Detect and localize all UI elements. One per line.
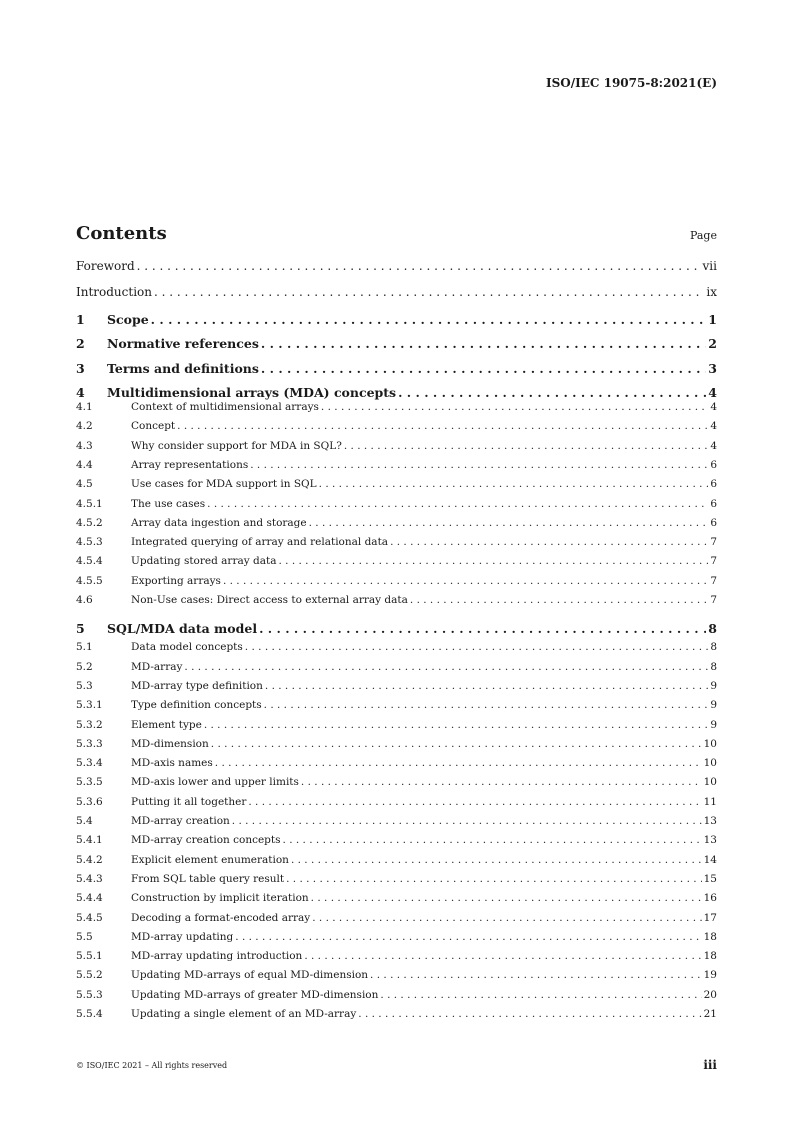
toc-entry-page: 17 [703,911,717,924]
dot-leader [250,459,708,471]
toc-entry-label: Context of multidimensional arrays [131,401,319,413]
toc-entry-page: 3 [708,361,717,376]
toc-entry-label: Type definition concepts [131,699,262,712]
toc-entry-label: Updating stored array data [131,555,277,568]
dot-leader [304,950,701,962]
toc-entry-page: 9 [710,699,717,712]
toc-entry-number: 4.2 [76,420,93,433]
dot-leader [410,594,708,606]
toc-entry[interactable] [76,420,717,432]
dot-leader [319,478,709,490]
toc-entry-label: MD-array type definition [131,679,263,692]
toc-entry[interactable] [76,498,717,510]
toc-entry-label: Normative references [107,336,259,351]
toc-entry-label: MD-array updating introduction [131,950,303,963]
toc-entry[interactable] [76,641,717,653]
dot-leader [265,680,708,692]
toc-entry-label: SQL/MDA data model [107,621,258,637]
toc-entry[interactable] [76,661,717,673]
toc-entry[interactable] [76,834,717,846]
toc-entry-number: 5.3.4 [76,757,103,770]
toc-entry-page: 15 [703,872,717,885]
toc-entry-number: 4.5.1 [76,497,103,510]
toc-entry-label: Updating MD-arrays of greater MD-dimension [131,988,379,1001]
toc-entry-number: 1 [76,312,85,327]
toc-entry-number: 4.6 [76,594,93,606]
dot-leader [286,873,702,885]
toc-entry-label: Element type [131,718,202,731]
toc-entry[interactable] [76,719,717,731]
toc-entry-number: 4.5 [76,478,93,491]
toc-entry-number: 2 [76,336,85,351]
toc-entry-label: Construction by implicit iteration [131,892,309,905]
page-column-label: Page [689,229,717,242]
dot-leader [137,259,701,273]
toc-entry[interactable] [76,796,717,808]
toc-entry-number: 5.4 [76,815,93,827]
page-title: Contents [76,223,167,244]
toc-entry-page: 2 [708,336,717,351]
toc-entry[interactable] [76,259,717,273]
toc-entry-label: From SQL table query result [131,872,285,885]
toc-entry[interactable] [76,385,717,400]
toc-entry-number: 5.5 [76,930,93,943]
dot-leader [321,401,708,413]
dot-leader [264,699,709,711]
toc-entry-number: 4 [76,385,85,400]
toc-entry-label: Why consider support for MDA in SQL? [131,439,342,452]
toc-entry[interactable] [76,699,717,711]
toc-entry-page: 9 [710,718,717,731]
toc-entry-number: 5.4.4 [76,892,103,905]
toc-entry[interactable] [76,776,717,788]
dot-leader [245,641,709,653]
toc-entry[interactable] [76,575,717,587]
toc-entry-page: 7 [710,555,717,568]
toc-entry-page: 4 [710,420,717,433]
toc-entry[interactable] [76,1008,717,1020]
dot-leader [311,892,702,904]
toc-entry-number: 4.5.2 [76,516,103,529]
dot-leader [309,517,709,529]
toc-entry-page: 4 [708,385,717,400]
page-number: iii [703,1058,717,1072]
toc-entry[interactable] [76,401,717,413]
toc-entry-label: MD-array creation [131,815,230,827]
dot-leader [177,420,708,432]
toc-entry-number: 5.3.1 [76,699,103,712]
dot-leader [261,336,706,351]
toc-entry[interactable] [76,912,717,924]
toc-entry[interactable] [76,738,717,750]
toc-entry-page: 14 [703,853,717,866]
toc-entry-page: 20 [703,988,717,1001]
toc-entry-label: Updating a single element of an MD-array [131,1008,357,1020]
toc-entry[interactable] [76,931,717,943]
toc-entry-page: 10 [703,757,717,770]
toc-entry-label: MD-array [131,660,183,673]
dot-leader [204,719,708,731]
dot-leader [235,931,701,943]
toc-entry-label: Concept [131,420,176,433]
toc-entry-label: Exporting arrays [131,574,221,587]
toc-entry-label: MD-axis names [131,757,213,770]
toc-entry-label: MD-array updating [131,930,234,943]
toc-entry-page: 4 [710,439,717,452]
toc-entry-label: MD-axis lower and upper limits [131,776,299,789]
toc-entry[interactable] [76,680,717,692]
dot-leader [232,815,702,827]
toc-entry[interactable] [76,459,717,471]
toc-entry-label: Terms and definitions [107,361,259,376]
toc-entry-number: 5.3 [76,679,93,692]
dot-leader [151,312,707,327]
dot-leader [207,498,708,510]
toc-entry-page: ix [706,285,717,299]
toc-entry-label: Decoding a format-encoded array [131,911,311,924]
toc-entry-page: 18 [703,930,717,943]
toc-entry-number: 5.5.2 [76,969,103,982]
toc-entry-page: 13 [703,815,717,827]
toc-entry[interactable] [76,892,717,904]
toc-entry-number: 5.4.3 [76,872,103,885]
dot-leader [215,757,702,769]
toc-entry-number: 5.3.2 [76,718,103,731]
toc-entry-page: 8 [710,641,717,654]
toc-entry-page: 6 [710,516,717,529]
dot-leader [398,385,706,400]
toc-entry[interactable] [76,336,717,351]
dot-leader [301,776,702,788]
dot-leader [261,361,706,376]
toc-entry-number: 5.5.1 [76,950,103,963]
toc-entry-page: 1 [708,312,717,327]
toc-entry-page: 13 [703,834,717,847]
dot-leader [223,575,708,587]
toc-entry-page: 18 [703,950,717,963]
toc-entry-label: Updating MD-arrays of equal MD-dimension [131,969,369,982]
toc-entry-page: 6 [710,478,717,491]
toc-entry-page: 7 [710,594,717,606]
toc-entry[interactable] [76,873,717,885]
document-id: ISO/IEC 19075-8:2021(E) [545,76,717,90]
toc-entry-number: 5.4.5 [76,911,103,924]
toc-entry-number: 5.5.3 [76,988,103,1001]
dot-leader [259,621,706,636]
toc-entry[interactable] [76,555,717,567]
toc-entry-label: Multidimensional arrays (MDA) concepts [107,385,397,400]
toc-entry[interactable] [76,854,717,866]
toc-entry-label: The use cases [131,497,206,510]
toc-entry-number: 5.4.1 [76,834,103,847]
toc-entry-page: 7 [710,536,717,549]
dot-leader [358,1008,701,1020]
dot-leader [278,555,708,567]
toc-entry-label: Putting it all together [131,795,247,808]
toc-entry-label: Non-Use cases: Direct access to external array data [131,594,408,606]
toc-entry[interactable] [76,361,717,376]
toc-entry[interactable] [76,478,717,490]
toc-entry-number: 4.4 [76,458,93,471]
toc-entry[interactable] [76,757,717,769]
toc-entry-page: 21 [703,1008,717,1020]
toc-entry-number: 5.3.3 [76,737,103,750]
toc-entry-page: 19 [703,969,717,982]
dot-leader [380,989,701,1001]
toc-entry-label: Data model concepts [131,641,243,654]
toc-entry-number: 4.1 [76,401,93,413]
copyright-notice: © ISO/IEC 2021 – All rights reserved [76,1061,228,1070]
toc-entry-label: Use cases for MDA support in SQL [131,478,317,491]
toc-entry-page: 9 [710,679,717,692]
toc-entry-label: Scope [107,312,149,327]
dot-leader [312,912,701,924]
toc-entry-page: 7 [710,574,717,587]
toc-entry[interactable] [76,536,717,548]
toc-entry-page: 10 [703,776,717,789]
toc-entry[interactable] [76,440,717,452]
toc-entry-label: Array data ingestion and storage [131,516,307,529]
toc-entry-number: 4.3 [76,439,93,452]
toc-entry-page: 6 [710,458,717,471]
toc-entry-number: 4.5.3 [76,536,103,549]
toc-entry-label: Array representations [131,458,249,471]
dot-leader [154,285,704,299]
toc-entry-page: 8 [708,621,717,637]
toc-entry-number: 5.2 [76,660,93,673]
toc-entry[interactable] [76,950,717,962]
toc-entry[interactable] [76,517,717,529]
toc-entry-label: Integrated querying of array and relational data [131,536,389,549]
dot-leader [248,796,701,808]
toc-entry-page: 16 [703,892,717,905]
dot-leader [291,854,702,866]
toc-entry-number: 3 [76,361,85,376]
toc-entry-label: Introduction [76,285,152,299]
toc-entry-page: 4 [710,401,717,413]
toc-entry-number: 5.5.4 [76,1008,103,1020]
toc-entry-label: Explicit element enumeration [131,853,289,866]
toc-entry-page: vii [702,259,717,273]
toc-entry[interactable] [76,621,717,636]
dot-leader [184,661,708,673]
dot-leader [211,738,702,750]
toc-entry-number: 5.4.2 [76,853,103,866]
toc-entry[interactable] [76,989,717,1001]
toc-entry-number: 5.1 [76,641,93,654]
toc-entry-number: 5 [76,621,85,637]
toc-entry-page: 8 [710,660,717,673]
toc-entry-page: 10 [703,737,717,750]
toc-entry[interactable] [76,285,717,299]
toc-entry-number: 5.3.5 [76,776,103,789]
toc-entry-number: 5.3.6 [76,795,103,808]
toc-entry-number: 4.5.4 [76,555,103,568]
toc-entry-page: 11 [703,795,717,808]
toc-entry[interactable] [76,815,717,827]
toc-entry-label: MD-dimension [131,737,209,750]
dot-leader [370,969,702,981]
dot-leader [344,440,708,452]
toc-entry[interactable] [76,969,717,981]
toc-entry-number: 4.5.5 [76,574,103,587]
dot-leader [390,536,708,548]
toc-entry[interactable] [76,312,717,327]
toc-entry-label: Foreword [76,259,135,273]
dot-leader [283,834,702,846]
toc-entry-label: MD-array creation concepts [131,834,281,847]
toc-entry[interactable] [76,594,717,606]
toc-entry-page: 6 [710,497,717,510]
